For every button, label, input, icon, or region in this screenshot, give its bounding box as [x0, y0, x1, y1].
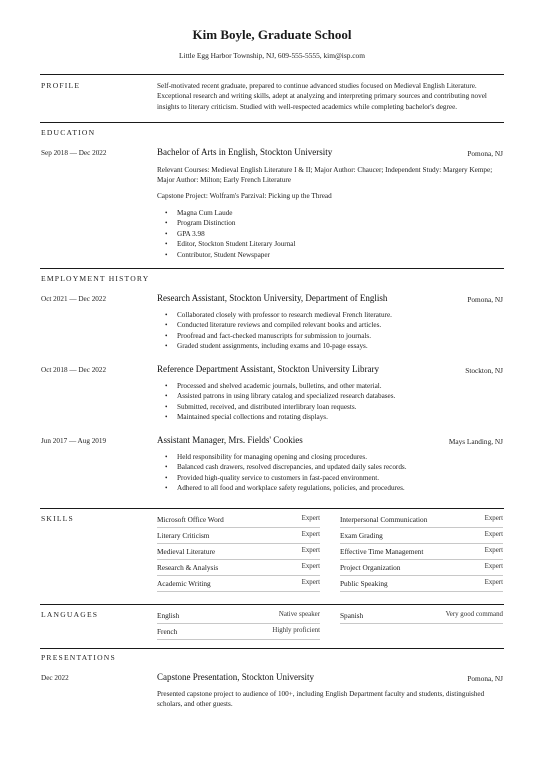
job-duties-list: [157, 310, 497, 352]
language-underline: [157, 639, 320, 640]
education-honors-list: [157, 208, 497, 260]
skill-level: Expert: [484, 563, 503, 570]
education-location: Pomona, NJ: [467, 149, 503, 158]
list-item: • Assisted patrons in using library catalog and specialized research databases.: [157, 391, 497, 401]
section-divider: [40, 648, 504, 649]
contact-info: Little Egg Harbor Township, NJ, 609-555-5555, kim@isp.com: [179, 51, 365, 60]
skill-name: Effective Time Management: [340, 547, 424, 556]
section-divider: [40, 604, 504, 605]
skill-level: Expert: [301, 563, 320, 570]
skill-underline: [157, 591, 320, 592]
profile-summary: Self-motivated recent graduate, prepared to continue advanced studies focused on Medieval English Literature. Exceptional research and writing skills, adept at analyzing and interpreting primary sources and contributing novel insights to literary criticism. Studied with well-respected academics while completing bachelor's degree.: [157, 82, 487, 111]
skill-level: Expert: [301, 531, 320, 538]
skill-name: Interpersonal Communication: [340, 515, 428, 524]
section-divider: [40, 508, 504, 509]
list-item: • Balanced cash drawers, resolved discrepancies, and updated daily sales records.: [157, 462, 497, 472]
skill-underline: [340, 575, 503, 576]
list-item: • Collaborated closely with professor to research medieval French literature.: [157, 310, 497, 320]
section-heading-employment: EMPLOYMENT HISTORY: [41, 274, 150, 283]
skill-level: Expert: [301, 579, 320, 586]
list-item: • Graded student assignments, including exams and 10-page essays.: [157, 341, 497, 351]
section-heading-education: EDUCATION: [41, 128, 96, 137]
skill-level: Expert: [301, 515, 320, 522]
language-underline: [157, 623, 320, 624]
language-level: Very good command: [445, 611, 503, 618]
list-item: • Proofread and fact-checked manuscripts for submission to journals.: [157, 331, 497, 341]
skill-name: Medieval Literature: [157, 547, 216, 556]
skill-underline: [340, 527, 503, 528]
job-title: Assistant Manager, Mrs. Fields' Cookies: [157, 435, 303, 445]
list-item: • Adhered to all food and workplace safety regulations, policies, and procedures.: [157, 483, 497, 493]
section-heading-languages: LANGUAGES: [41, 610, 99, 619]
list-item: • Maintained special collections and rotating displays.: [157, 412, 497, 422]
skill-name: Academic Writing: [157, 579, 211, 588]
list-item: • GPA 3.98: [157, 229, 497, 239]
job-location: Pomona, NJ: [467, 295, 503, 304]
list-item: • Submitted, received, and distributed interlibrary loan requests.: [157, 402, 497, 412]
section-divider: [40, 122, 504, 123]
skill-name: Microsoft Office Word: [157, 515, 224, 524]
skill-underline: [340, 543, 503, 544]
education-dates: Sep 2018 — Dec 2022: [41, 149, 107, 157]
list-item: • Conducted literature reviews and compiled relevant books and articles.: [157, 320, 497, 330]
presentation-location: Pomona, NJ: [467, 674, 503, 683]
language-level: Native speaker: [278, 611, 320, 618]
skill-underline: [157, 527, 320, 528]
education-degree: Bachelor of Arts in English, Stockton University: [157, 147, 333, 157]
skill-level: Expert: [301, 547, 320, 554]
skill-name: Research & Analysis: [157, 563, 219, 572]
skill-name: Project Organization: [340, 563, 401, 572]
language-underline: [340, 623, 503, 624]
section-heading-presentations: PRESENTATIONS: [41, 653, 116, 662]
skill-level: Expert: [484, 547, 503, 554]
job-dates: Oct 2021 — Dec 2022: [41, 295, 107, 303]
job-duties-list: [157, 381, 497, 423]
job-title: Reference Department Assistant, Stockton University Library: [157, 364, 379, 374]
list-item: • Program Distinction: [157, 218, 497, 228]
skill-name: Public Speaking: [340, 579, 388, 588]
job-location: Stockton, NJ: [465, 366, 503, 375]
list-item: • Provided high-quality service to customers in fast-paced environment.: [157, 473, 497, 483]
presentation-description: Presented capstone project to audience of 100+, including English Department faculty and students, distinguished scholars, and other guests.: [157, 690, 485, 709]
skill-name: Exam Grading: [340, 531, 383, 540]
skill-underline: [157, 543, 320, 544]
list-item: • Processed and shelved academic journals, bulletins, and other material.: [157, 381, 497, 391]
section-divider: [40, 268, 504, 269]
presentation-dates: Dec 2022: [41, 674, 69, 682]
skill-underline: [157, 575, 320, 576]
list-item: • Editor, Stockton Student Literary Journal: [157, 239, 497, 249]
job-title: Research Assistant, Stockton University, Department of English: [157, 293, 388, 303]
skill-underline: [340, 591, 503, 592]
education-courses: Relevant Courses: Medieval English Literature I & II; Major Author: Chaucer; Independent Study: Margery Kempe; Major Author: Milton; Early French Literature: [157, 166, 493, 185]
job-location: Mays Landing, NJ: [448, 437, 503, 446]
section-divider: [40, 74, 504, 75]
language-name: French: [157, 627, 178, 636]
language-level: Highly proficient: [272, 627, 320, 634]
skill-level: Expert: [484, 579, 503, 586]
section-heading-profile: PROFILE: [41, 81, 81, 90]
job-dates: Jun 2017 — Aug 2019: [41, 437, 107, 445]
skill-level: Expert: [484, 531, 503, 538]
skill-name: Literary Criticism: [157, 531, 210, 540]
section-heading-skills: SKILLS: [41, 514, 74, 523]
job-duties-list: [157, 452, 497, 494]
language-name: Spanish: [340, 611, 364, 620]
list-item: • Held responsibility for managing opening and closing procedures.: [157, 452, 497, 462]
resume-name: Kim Boyle, Graduate School: [192, 27, 352, 42]
presentation-title: Capstone Presentation, Stockton University: [157, 672, 314, 682]
education-capstone: Capstone Project: Wolfram's Parzival: Picking up the Thread: [157, 192, 332, 200]
list-item: • Magna Cum Laude: [157, 208, 497, 218]
list-item: • Contributor, Student Newspaper: [157, 250, 497, 260]
job-dates: Oct 2018 — Dec 2022: [41, 366, 107, 374]
skill-underline: [157, 559, 320, 560]
skill-underline: [340, 559, 503, 560]
skill-level: Expert: [484, 515, 503, 522]
language-name: English: [157, 611, 180, 620]
